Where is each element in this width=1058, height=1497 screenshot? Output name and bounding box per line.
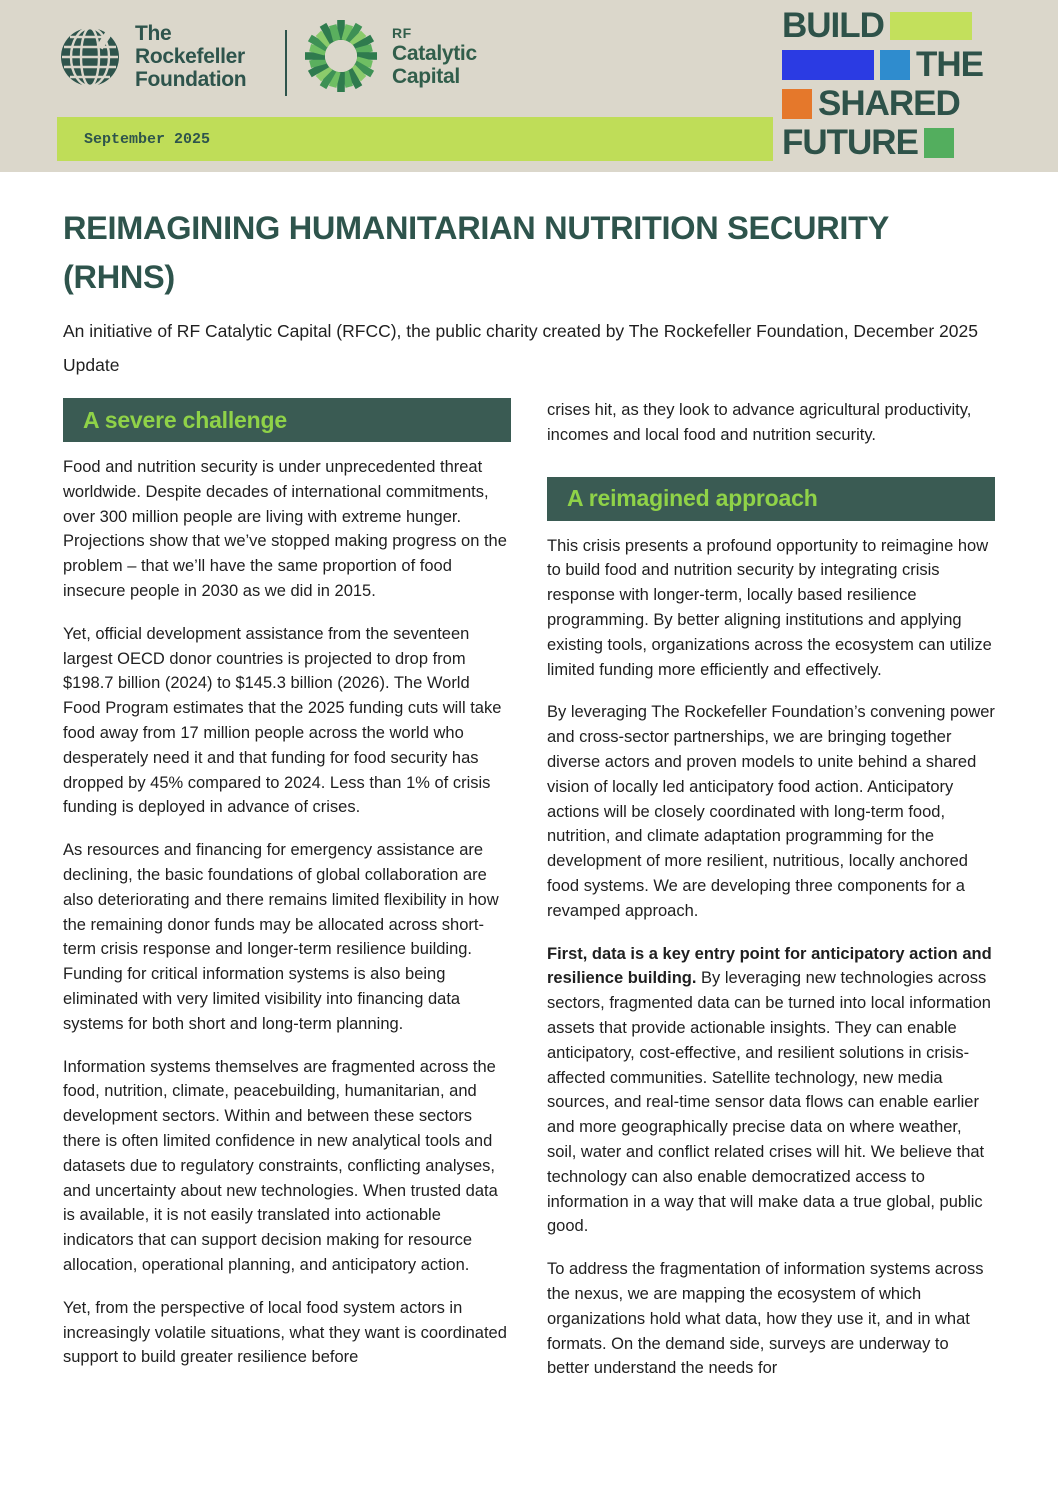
page-title: REIMAGINING HUMANITARIAN NUTRITION SECURITY (RHNS) bbox=[63, 210, 889, 295]
rockefeller-foundation-logo bbox=[58, 22, 246, 91]
build-word: FUTURE bbox=[782, 123, 918, 162]
issue-date: September 2025 bbox=[84, 130, 211, 148]
logo-divider bbox=[285, 30, 287, 96]
rfcc-burst-icon bbox=[303, 18, 379, 94]
build-word: BUILD bbox=[782, 6, 884, 45]
body-paragraph: To address the fragmentation of information systems across the nexus, we are mapping the ecosystem of which organizations hold what data, how they use it, and in what formats. On the demand side, surveys are underway to better understand the needs for bbox=[547, 1260, 984, 1378]
two-column-layout bbox=[63, 398, 995, 1399]
wordmark-line: Capital bbox=[392, 64, 460, 88]
green-block bbox=[924, 128, 954, 158]
wordmark-line: Catalytic bbox=[392, 41, 477, 65]
body-paragraph-continuation: crises hit, as they look to advance agricultural productivity, incomes and local food and nutrition security. bbox=[547, 401, 972, 444]
document-body bbox=[0, 172, 1058, 1399]
paragraph-rest: By leveraging new technologies across sectors, fragmented data can be turned into local information assets that provide actionable insights. They can enable anticipatory, cost-effective, and resilient solutions in crisis-affected communities. Satellite technology, new media sources, and real-time sensor data flows can enable earlier and more geographically precise data on where weather, soil, water and conflict related crises will hit. We believe that technology can also enable democratized access to information in a way that will make data a true global, public good. bbox=[547, 969, 991, 1236]
wordmark-line: Foundation bbox=[135, 68, 247, 91]
page-subtitle: An initiative of RF Catalytic Capital (RFCC), the public charity created by The Rockefeller Foundation, December 2025 Update bbox=[63, 321, 978, 375]
build-word: THE bbox=[916, 45, 983, 84]
rfcc-wordmark bbox=[392, 25, 477, 88]
header-band bbox=[0, 0, 1058, 172]
wordmark-line: Rockefeller bbox=[135, 45, 245, 68]
paragraph-bold-lead: First, data is a key entry point for anticipatory action and resilience building. bbox=[547, 944, 992, 988]
body-paragraph: This crisis presents a profound opportunity to reimagine how to build food and nutrition security by integrating crisis response with longer-term, locally based resilience programming. By better aligning institutions and applying existing tools, organizations across the ecosystem can utilize limited funding more efficiently and effectively. bbox=[547, 536, 992, 679]
section-header-severe-challenge bbox=[63, 398, 511, 442]
body-paragraph bbox=[547, 942, 995, 1240]
build-the-shared-future-logo bbox=[782, 6, 1018, 162]
right-column bbox=[547, 398, 995, 1399]
build-logo-row bbox=[782, 123, 1018, 162]
section-header-reimagined-approach bbox=[547, 477, 995, 521]
body-paragraph: Food and nutrition security is under unprecedented threat worldwide. Despite decades of international commitments, over 300 million people are living with extreme hunger. Projections show that we’ve stopped making progress on the problem – that we’ll have the same proportion of food insecure people in 2030 as we did in 2015. bbox=[63, 458, 507, 600]
wordmark-line: The bbox=[135, 22, 172, 45]
light-blue-block bbox=[880, 50, 910, 80]
build-logo-row bbox=[782, 84, 1018, 123]
date-banner bbox=[57, 117, 773, 161]
orange-block bbox=[782, 89, 812, 119]
wordmark-line: RF bbox=[392, 24, 412, 41]
build-logo-row bbox=[782, 45, 1018, 84]
build-word: SHARED bbox=[818, 84, 960, 123]
section-title: A severe challenge bbox=[83, 406, 287, 433]
body-paragraph: Yet, from the perspective of local food system actors in increasingly volatile situations, what they want is coordinated support to build greater resilience before bbox=[63, 1298, 507, 1367]
body-paragraph: Information systems themselves are fragmented across the food, nutrition, climate, peacebuilding, humanitarian, and development sectors. Within and between these sectors there is often limited confidence in new analytical tools and datasets due to regulatory constraints, conflicting analyses, and uncertainty about new technologies. When trusted data is available, it is not easily translated into actionable indicators that can support decision making for resource allocation, operational planning, and anticipatory action. bbox=[63, 1057, 498, 1274]
section-title: A reimagined approach bbox=[567, 485, 818, 512]
build-logo-row bbox=[782, 6, 1018, 45]
body-paragraph: By leveraging The Rockefeller Foundation’s convening power and cross-sector partnerships, we are bringing together diverse actors and proven models to unite behind a shared vision of locally led anticipatory food action. Anticipatory actions will be closely coordinated with long-term food, nutrition, and climate adaptation programming for the development of more resilient, nutritious, locally anchored food systems. We are developing three components for a revamped approach. bbox=[547, 703, 995, 920]
left-column bbox=[63, 398, 511, 1399]
lime-block bbox=[890, 12, 972, 40]
blue-block bbox=[782, 50, 874, 80]
body-paragraph: Yet, official development assistance from the seventeen largest OECD donor countries is projected to drop from $198.7 billion (2024) to $145.3 billion (2026). The World Food Program estimates that the 2025 funding cuts will take food away from 17 million people across the world who desperately need it and that funding for food security has dropped by 45% compared to 2024. Less than 1% of crisis funding is deployed in advance of crises. bbox=[63, 624, 502, 817]
rockefeller-foundation-wordmark bbox=[135, 22, 246, 91]
body-paragraph: As resources and financing for emergency assistance are declining, the basic foundations of global collaboration are also deteriorating and there remains limited flexibility in how the remaining donor funds may be allocated across short-term crisis response and longer-term resilience building. Funding for critical information systems is also being eliminated with very limited visibility into financing data systems for both short and long-term planning. bbox=[63, 841, 499, 1033]
rf-catalytic-capital-logo bbox=[303, 18, 477, 94]
rockefeller-globe-icon bbox=[58, 25, 122, 89]
